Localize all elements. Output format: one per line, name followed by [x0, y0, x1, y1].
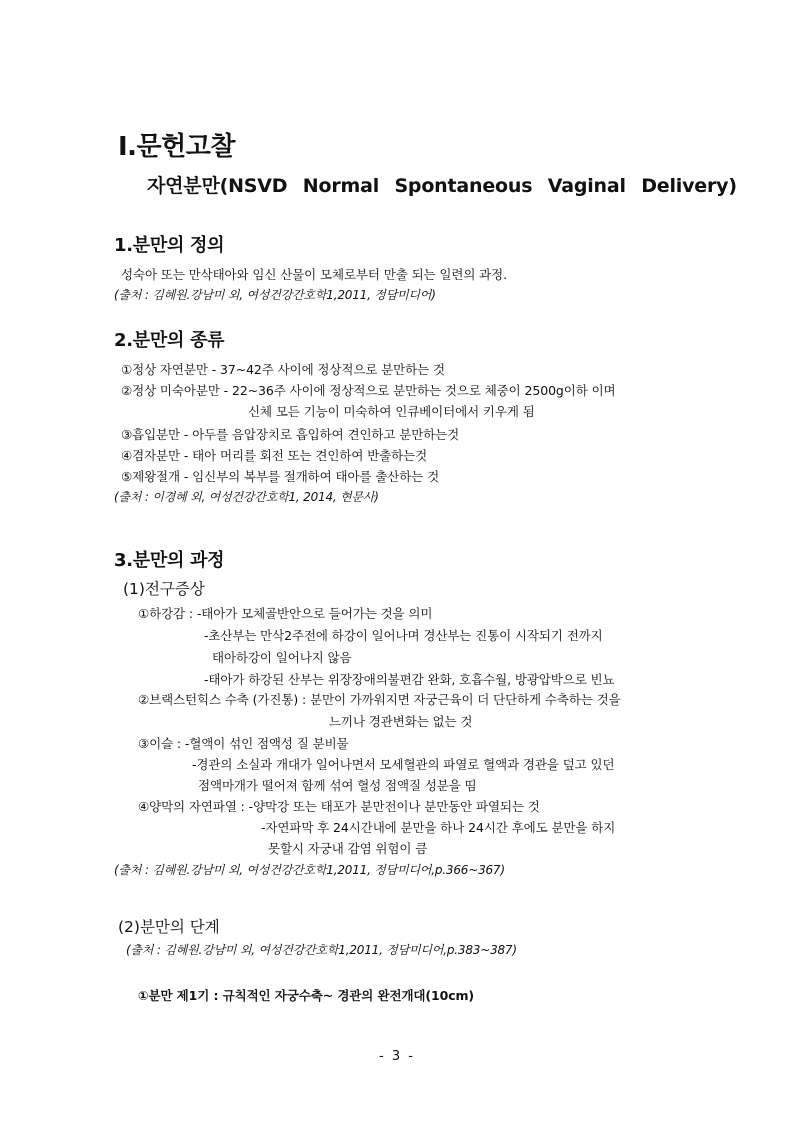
document-subtitle: 자연분만(NSVD Normal Spontaneous Vaginal Delivery) [147, 175, 737, 197]
prodromal-line: -태아가 하강된 산부는 위장장애의불편감 완화, 호흡수월, 방광압박으로 빈뇨 [204, 672, 615, 687]
prodromal-line: ③이슬 : -혈액이 섞인 점액성 질 분비물 [138, 736, 349, 751]
type-item: ②정상 미숙아분만 - 22~36주 사이에 정상적으로 분만하는 것으로 체중이 2500g이하 이며 [121, 383, 616, 398]
page-title: Ⅰ.문헌고찰 [118, 132, 236, 162]
prodromal-line: -초산부는 만삭2주전에 하강이 일어나며 경산부는 진통이 시작되기 전까지 [204, 628, 603, 643]
prodromal-line: 못할시 자궁내 감염 위험이 큼 [268, 841, 428, 856]
subsection-title-stages: (2)분만의 단계 [118, 918, 220, 936]
definition-text: 성숙아 또는 만삭태아와 임신 산물이 모체로부터 만출 되는 일련의 과정. [121, 267, 508, 282]
prodromal-line: -자연파막 후 24시간내에 분만을 하나 24시간 후에도 분만을 하지 [261, 820, 616, 835]
types-citation: (출처 : 이경혜 외, 여성건강간호학1, 2014, 현문사) [114, 490, 379, 504]
prodromal-line: ②브랙스턴힉스 수축 (가진통) : 분만이 가까워지면 자궁근육이 더 단단하게 수축하는 것을 [138, 692, 621, 707]
type-item: ④겸자분만 - 태아 머리를 회전 또는 견인하여 반출하는것 [121, 448, 428, 463]
stages-citation: (출처 : 김혜원.강남미 외, 여성건강간호학1,2011, 정담미디어,p.383~387) [126, 943, 517, 957]
prodromal-line: 느끼나 경관변화는 없는 것 [329, 714, 473, 729]
prodromal-citation: (출처 : 김혜원.강남미 외, 여성건강간호학1,2011, 정담미디어,p.366~367) [114, 863, 505, 877]
prodromal-line: -경관의 소실과 개대가 일어나면서 모세혈관의 파열로 혈액과 경관을 덮고 있던 [192, 757, 615, 772]
section-title-types: 2.분만의 종류 [114, 330, 225, 351]
section-title-process: 3.분만의 과정 [114, 550, 225, 571]
first-stage-line: ①분만 제1기 : 규칙적인 자궁수축~ 경관의 완전개대(10cm) [138, 988, 475, 1003]
type-item: ③흡입분만 - 아두를 음압장치로 흡입하여 견인하고 분만하는것 [121, 427, 460, 442]
prodromal-line: ①하강감 : -태아가 모체골반안으로 들어가는 것을 의미 [138, 606, 433, 621]
page-number: - 3 - [379, 1049, 415, 1064]
prodromal-line: 점액마개가 떨어져 함께 섞여 혈성 점액질 성분을 띰 [198, 778, 477, 793]
section-title-definition: 1.분만의 정의 [114, 235, 225, 256]
type-item-continuation: 신체 모든 기능이 미숙하여 인큐베이터에서 키우게 됨 [248, 404, 535, 419]
type-item: ①정상 자연분만 - 37~42주 사이에 정상적으로 분만하는 것 [121, 362, 445, 377]
prodromal-line: ④양막의 자연파열 : -양막강 또는 태포가 분만전이나 분만동안 파열되는 것 [138, 799, 540, 814]
type-item: ⑤제왕절개 - 임신부의 복부를 절개하여 태아를 출산하는 것 [121, 469, 440, 484]
subsection-title-prodromal: (1)전구증상 [123, 580, 205, 598]
prodromal-line: 태아하강이 일어나지 않음 [212, 650, 352, 665]
definition-citation: (출처 : 김혜원.강남미 외, 여성건강간호학1,2011, 정담미디어) [114, 288, 436, 302]
